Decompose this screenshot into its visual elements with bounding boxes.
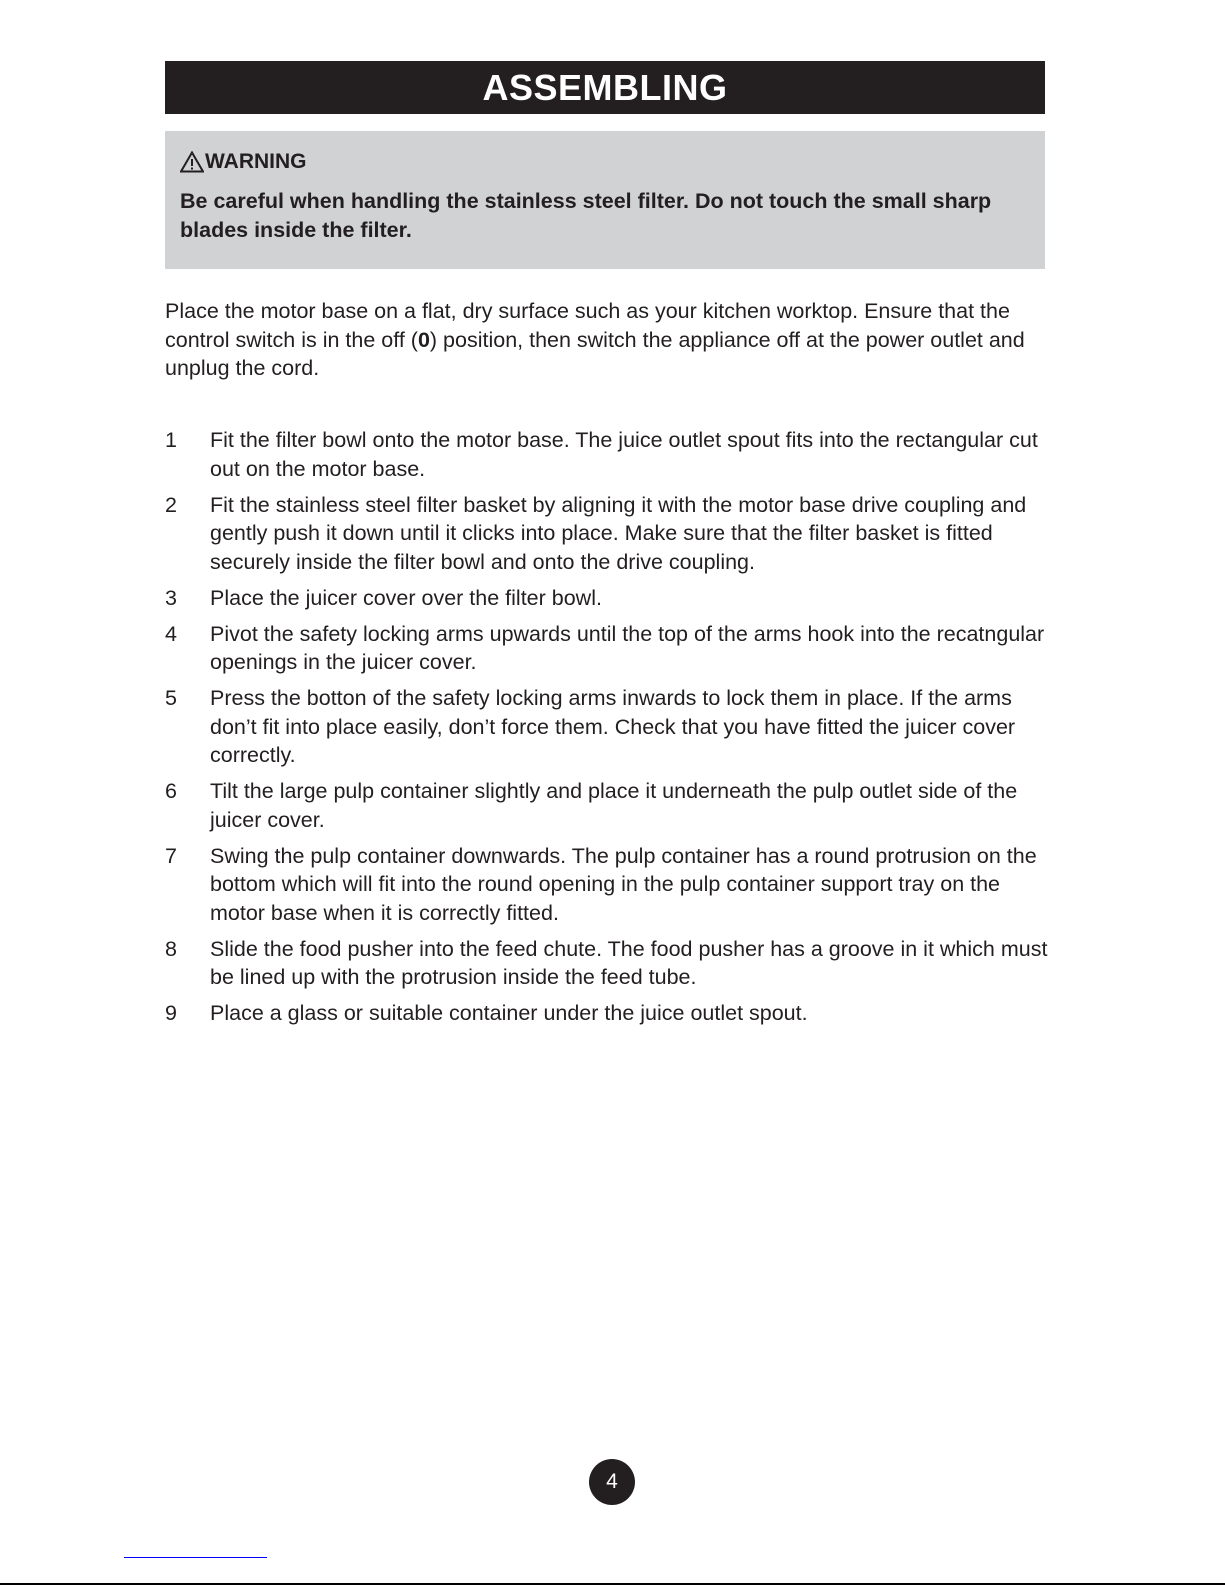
- step-number: 1: [165, 428, 177, 452]
- step-number: 3: [165, 585, 177, 610]
- step-item: [165, 842, 1050, 928]
- step-text: Press the botton of the safety locking arms inwards to lock them in place. If the arms don’t fit into place easily, don’t force them. Check that you have fitted the juicer cover correctly.: [210, 686, 1016, 767]
- step-item: [165, 777, 1050, 834]
- intro-paragraph: [165, 297, 1050, 383]
- intro-text-end: ) position, then switch the appliance off at the power outlet and unplug the cord.: [165, 327, 1025, 380]
- step-item: [165, 684, 1050, 770]
- step-number: 6: [165, 779, 177, 803]
- step-number: 2: [165, 492, 177, 517]
- step-item: [165, 935, 1050, 992]
- assembly-steps: [165, 426, 1050, 1035]
- step-text: Slide the food pusher into the feed chute. The food pusher has a groove in it which must be lined up with the protrusion inside the feed tube.: [210, 936, 1048, 989]
- warning-triangle-icon: [180, 151, 204, 173]
- step-item: [165, 491, 1050, 577]
- step-number: 7: [165, 843, 177, 868]
- step-text: Fit the filter bowl onto the motor base. The juice outlet spout fits into the rectangular cut out on the motor base.: [210, 428, 1038, 481]
- intro-text-start: Place the motor base on a flat, dry surface such as your kitchen worktop. Ensure that the control switch is in the off (: [165, 299, 1010, 352]
- step-item: [165, 426, 1050, 483]
- intro-off-position: 0: [417, 327, 430, 352]
- page-number-badge: 4: [589, 1459, 635, 1505]
- step-number: 9: [165, 1001, 177, 1025]
- warning-heading: [180, 147, 1030, 177]
- warning-text: Be careful when handling the stainless steel filter. Do not touch the small sharp blades inside the filter.: [180, 189, 992, 242]
- step-text: Swing the pulp container downwards. The pulp container has a round protrusion on the bottom which will fit into the round opening in the pulp container support tray on the motor base when it is correctly fitted.: [210, 843, 1037, 925]
- step-item: [165, 584, 1050, 613]
- step-item: [165, 620, 1050, 677]
- step-text: Place a glass or suitable container under the juice outlet spout.: [210, 1001, 808, 1025]
- step-text: Pivot the safety locking arms upwards until the top of the arms hook into the recatngular openings in the juicer cover.: [210, 621, 1045, 674]
- step-text: Tilt the large pulp container slightly and place it underneath the pulp outlet side of the juicer cover.: [210, 779, 1018, 832]
- step-text: Place the juicer cover over the filter bowl.: [210, 585, 602, 610]
- step-number: 5: [165, 686, 177, 710]
- warning-label: WARNING: [205, 150, 307, 173]
- step-number: 4: [165, 621, 177, 646]
- step-text: Fit the stainless steel filter basket by aligning it with the motor base drive coupling and gently push it down until it clicks into place. Make sure that the filter basket is fitted securely inside the filter bowl and onto the drive coupling.: [210, 492, 1027, 574]
- link-underline[interactable]: [124, 1557, 267, 1558]
- warning-box: [165, 131, 1045, 269]
- step-item: [165, 999, 1050, 1028]
- section-title: ASSEMBLING: [165, 61, 1045, 114]
- step-number: 8: [165, 936, 177, 961]
